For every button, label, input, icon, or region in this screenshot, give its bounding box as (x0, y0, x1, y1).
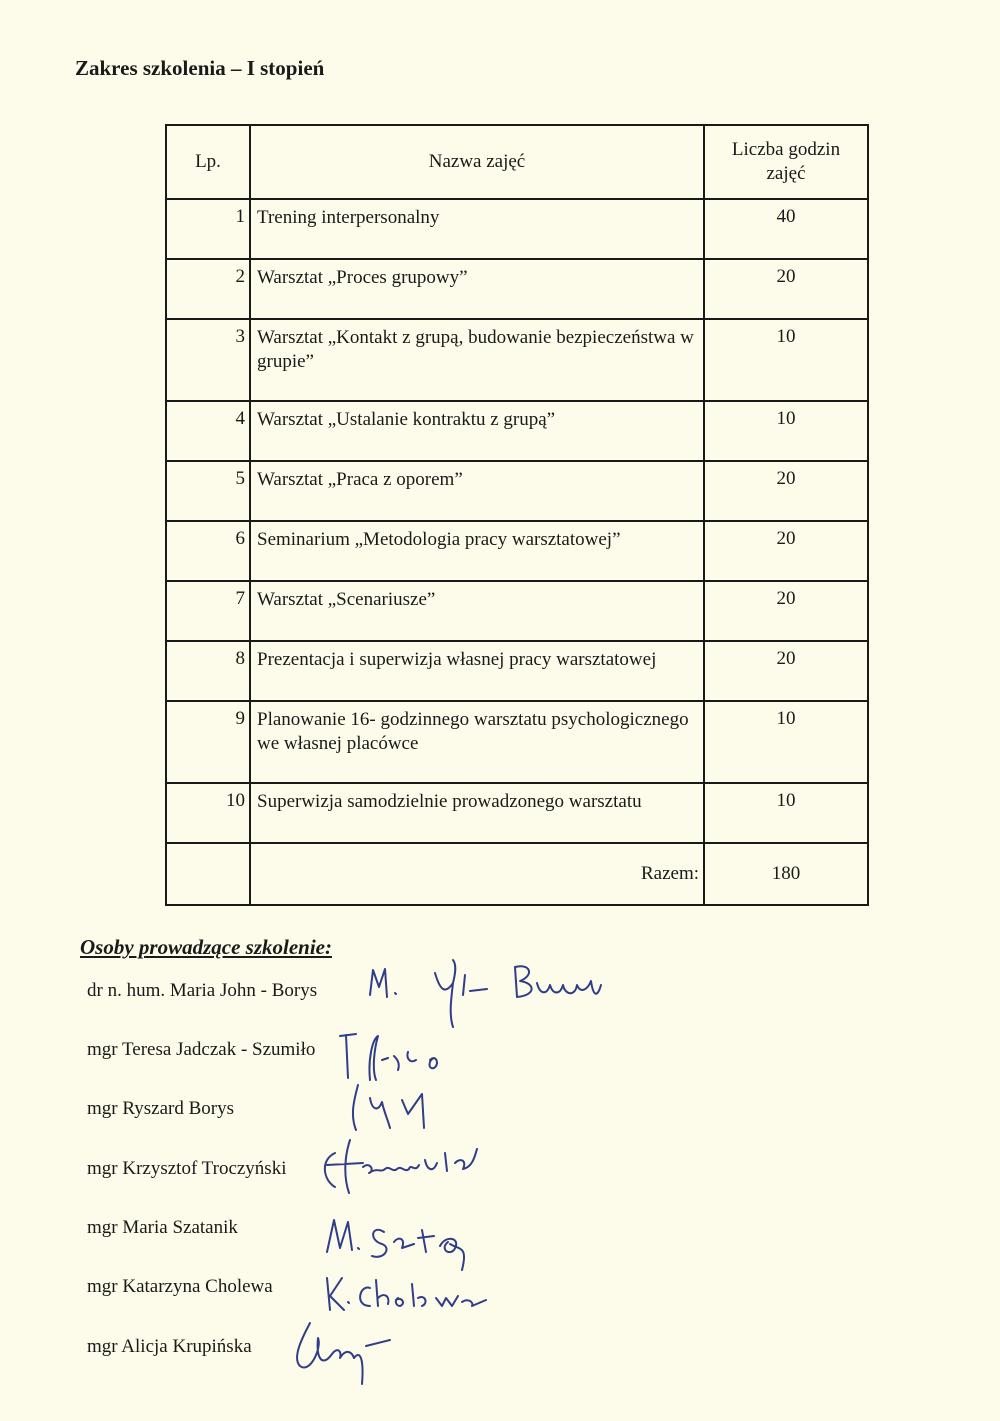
row-name: Warsztat „Scenariusze” (250, 581, 704, 641)
header-hours-line2: zajęć (766, 163, 806, 184)
row-name: Superwizja samodzielnie prowadzonego warsztatu (250, 783, 704, 843)
row-lp: 6 (166, 521, 250, 581)
row-hours: 40 (704, 199, 868, 259)
row-lp: 8 (166, 641, 250, 701)
row-name: Warsztat „Ustalanie kontraktu z grupą” (250, 401, 704, 461)
row-name: Warsztat „Proces grupowy” (250, 259, 704, 319)
row-hours: 20 (704, 581, 868, 641)
total-lp-empty (166, 843, 250, 905)
row-lp: 10 (166, 783, 250, 843)
row-hours: 20 (704, 259, 868, 319)
trainer-name: mgr Teresa Jadczak - Szumiło (87, 1039, 316, 1060)
row-name: Planowanie 16- godzinnego warsztatu psychologicznego we własnej placówce (250, 701, 704, 783)
row-hours: 20 (704, 521, 868, 581)
header-hours (704, 125, 868, 199)
row-name: Seminarium „Metodologia pracy warsztatowej” (250, 521, 704, 581)
row-name: Warsztat „Praca z oporem” (250, 461, 704, 521)
table-row (166, 641, 868, 701)
row-name: Warsztat „Kontakt z grupą, budowanie bezpieczeństwa w grupie” (250, 319, 704, 401)
trainer-name: mgr Katarzyna Cholewa (87, 1276, 273, 1297)
row-hours: 10 (704, 701, 868, 783)
page-title: Zakres szkolenia – I stopień (75, 56, 325, 80)
row-lp: 4 (166, 401, 250, 461)
row-name: Trening interpersonalny (250, 199, 704, 259)
row-hours: 20 (704, 641, 868, 701)
signature-john-borys (365, 955, 615, 1030)
course-table (165, 124, 869, 906)
table-row (166, 461, 868, 521)
trainer-name: dr n. hum. Maria John - Borys (87, 980, 318, 1001)
trainer-name: mgr Ryszard Borys (87, 1098, 234, 1119)
table-header-row (166, 125, 868, 199)
trainer-name: mgr Maria Szatanik (87, 1217, 238, 1238)
signature-cholewa (322, 1270, 502, 1320)
row-lp: 1 (166, 199, 250, 259)
row-lp: 5 (166, 461, 250, 521)
row-hours: 10 (704, 783, 868, 843)
trainer-name: mgr Alicja Krupińska (87, 1336, 252, 1357)
total-row (166, 843, 868, 905)
row-lp: 9 (166, 701, 250, 783)
table-row (166, 581, 868, 641)
row-name: Prezentacja i superwizja własnej pracy warsztatowej (250, 641, 704, 701)
table-row (166, 521, 868, 581)
signature-krupinska (282, 1318, 402, 1388)
trainers-heading: Osoby prowadzące szkolenie: (80, 935, 332, 959)
signature-troczynski (315, 1135, 495, 1195)
total-value: 180 (704, 843, 868, 905)
row-hours: 20 (704, 461, 868, 521)
table-row (166, 701, 868, 783)
total-label: Razem: (250, 843, 704, 905)
trainer-name: mgr Krzysztof Troczyński (87, 1158, 287, 1179)
table-row (166, 319, 868, 401)
signature-r-borys (330, 1080, 440, 1140)
row-lp: 2 (166, 259, 250, 319)
table-row (166, 401, 868, 461)
header-hours-line1: Liczba godzin (731, 139, 841, 160)
header-lp: Lp. (166, 125, 250, 199)
table-row (166, 783, 868, 843)
row-lp: 3 (166, 319, 250, 401)
table-row (166, 259, 868, 319)
row-lp: 7 (166, 581, 250, 641)
row-hours: 10 (704, 319, 868, 401)
header-name: Nazwa zajęć (250, 125, 704, 199)
row-hours: 10 (704, 401, 868, 461)
table-row (166, 199, 868, 259)
